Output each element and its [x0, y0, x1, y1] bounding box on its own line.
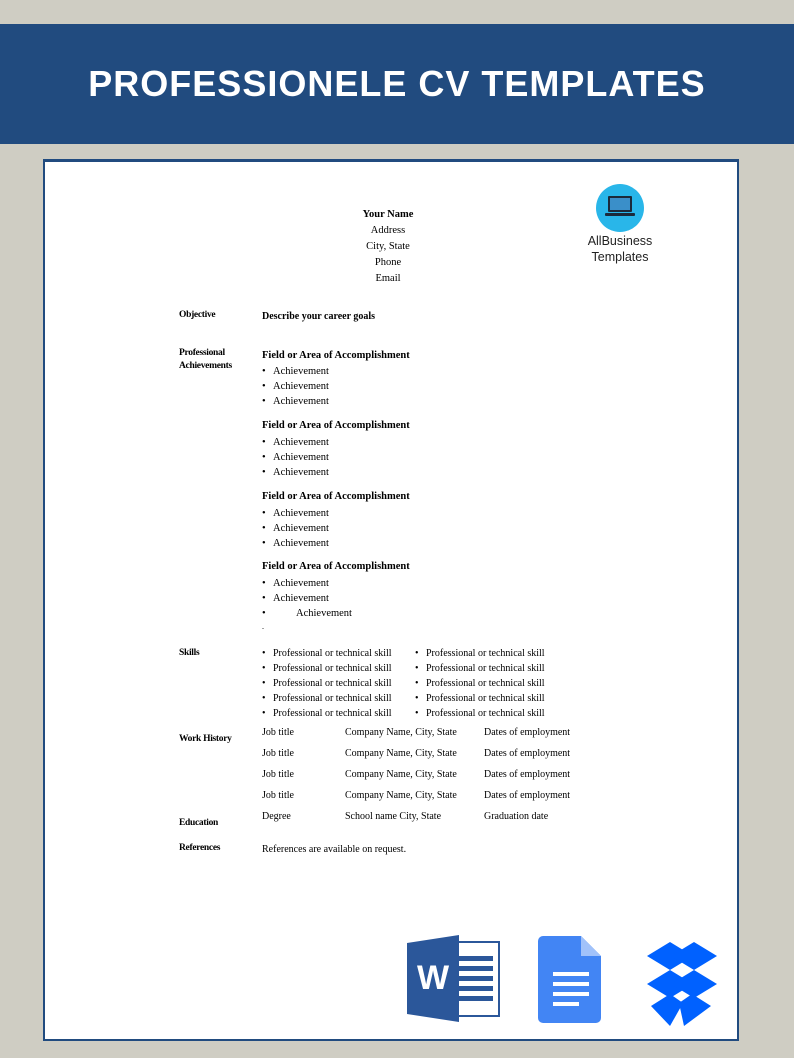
- achievement-item: • Achievement: [262, 591, 352, 606]
- job-dates: Dates of employment: [484, 727, 571, 738]
- skills-column-1: [262, 646, 392, 721]
- skill-item: • Professional or technical skill: [415, 663, 545, 674]
- achievement-list: [262, 435, 329, 480]
- svg-text:W: W: [416, 959, 450, 997]
- contact-name: Your Name: [362, 209, 414, 220]
- achievement-item: • Achievement: [262, 379, 329, 394]
- skill-item: • Professional or technical skill: [415, 708, 545, 719]
- job-company: Company Name, City, State: [345, 727, 457, 738]
- achievement-group-title: Field or Area of Accomplishment: [262, 561, 410, 572]
- achievement-item: • Achievement: [262, 576, 352, 591]
- job-company: Company Name, City, State: [345, 790, 457, 801]
- job-company: Company Name, City, State: [345, 769, 457, 780]
- job-company: Company Name, City, State: [345, 748, 457, 759]
- achievement-item: [262, 606, 352, 621]
- achievement-item: • Achievement: [262, 435, 329, 450]
- trailing-mark: .: [262, 622, 264, 631]
- skill-item: • Professional or technical skill: [262, 648, 392, 659]
- job-dates: Dates of employment: [484, 790, 571, 801]
- references-label: References: [179, 843, 221, 853]
- achievement-group-title: Field or Area of Accomplishment: [262, 420, 410, 431]
- skill-item: • Professional or technical skill: [262, 693, 392, 704]
- skill-item: • Professional or technical skill: [262, 663, 392, 674]
- achievement-item: • Achievement: [262, 394, 329, 409]
- logo-text-line1: AllBusiness: [587, 234, 653, 248]
- logo-text-line2: Templates: [591, 250, 649, 264]
- job-title: Job title: [262, 748, 294, 759]
- dropbox-icon: [647, 942, 717, 1026]
- achievement-item: • Achievement: [262, 521, 329, 536]
- achievement-item: • Achievement: [262, 506, 329, 521]
- achievements-label-line2: Achievements: [179, 361, 232, 371]
- job-dates: Dates of employment: [484, 748, 571, 759]
- achievement-item: • Achievement: [262, 364, 329, 379]
- app-icons: [407, 934, 727, 1035]
- achievement-item: • Achievement: [262, 465, 329, 480]
- contact-city-state: City, State: [366, 241, 410, 252]
- achievement-list: [262, 364, 329, 409]
- skill-item: • Professional or technical skill: [415, 648, 545, 659]
- google-docs-icon: [538, 936, 601, 1023]
- skill-item: • Professional or technical skill: [415, 678, 545, 689]
- job-title: Job title: [262, 769, 294, 780]
- references-text: References are available on request.: [262, 844, 407, 855]
- allbusiness-logo: [580, 184, 660, 264]
- page-title: PROFESSIONELE CV TEMPLATES: [88, 63, 706, 104]
- skill-item: • Professional or technical skill: [262, 708, 392, 719]
- achievements-label-line1: Professional: [179, 348, 225, 358]
- skill-item: • Professional or technical skill: [262, 678, 392, 689]
- education-school: School name City, State: [345, 811, 442, 822]
- contact-phone: Phone: [374, 257, 402, 268]
- education-label: Education: [179, 818, 219, 828]
- achievement-item: • Achievement: [262, 536, 329, 551]
- skill-item: • Professional or technical skill: [415, 693, 545, 704]
- contact-email: Email: [375, 273, 401, 284]
- achievement-item: • Achievement: [262, 450, 329, 465]
- objective-label: Objective: [179, 310, 216, 320]
- education-date: Graduation date: [484, 811, 549, 822]
- skills-label: Skills: [179, 648, 200, 658]
- objective-text: Describe your career goals: [262, 311, 376, 322]
- contact-address: Address: [370, 225, 406, 236]
- job-dates: Dates of employment: [484, 769, 571, 780]
- education-degree: Degree: [262, 811, 291, 822]
- achievement-list: [262, 506, 329, 551]
- achievement-group-title: Field or Area of Accomplishment: [262, 350, 410, 361]
- work-history-label: Work History: [179, 734, 232, 744]
- skills-column-2: [415, 646, 545, 721]
- achievement-list: [262, 576, 352, 621]
- achievement-group-title: Field or Area of Accomplishment: [262, 491, 410, 502]
- word-icon: [407, 935, 499, 1022]
- job-title: Job title: [262, 790, 294, 801]
- laptop-icon: [596, 184, 644, 232]
- achievement-item-text: Achievement: [296, 608, 352, 619]
- cv-document: [43, 159, 739, 1041]
- title-banner: [0, 24, 794, 144]
- contact-block: [345, 207, 431, 287]
- job-title: Job title: [262, 727, 294, 738]
